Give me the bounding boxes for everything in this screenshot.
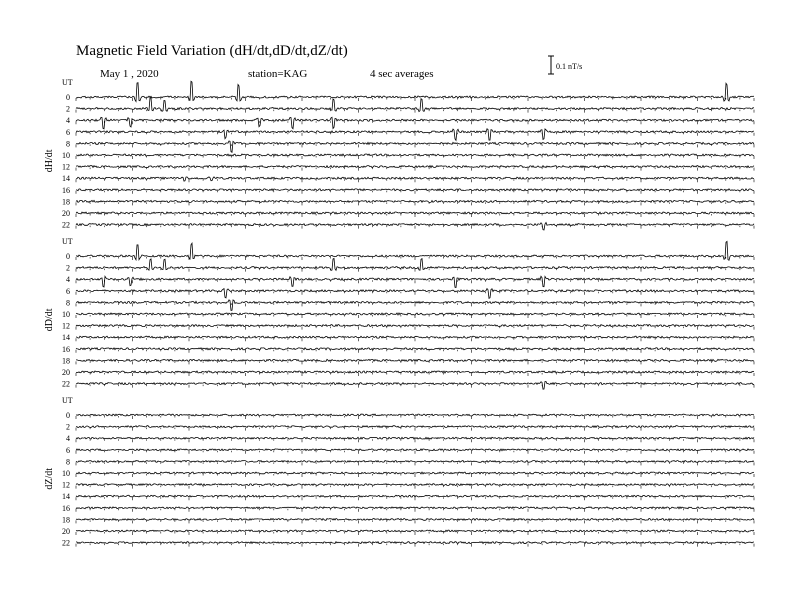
- row-hour-label: 14: [62, 333, 70, 343]
- row-hour-label: 12: [62, 480, 70, 490]
- hour-ticks: [76, 327, 754, 330]
- hour-ticks: [76, 214, 754, 217]
- trace-line: [76, 154, 754, 156]
- trace-line: [76, 325, 754, 327]
- row-hour-label: 22: [62, 538, 70, 548]
- row-hour-label: 4: [66, 116, 70, 126]
- row-hour-label: 2: [66, 422, 70, 432]
- row-hour-label: 18: [62, 515, 70, 525]
- hour-ticks: [76, 98, 754, 101]
- hour-ticks: [76, 257, 754, 260]
- row-hour-label: 18: [62, 197, 70, 207]
- row-hour-label: 10: [62, 310, 70, 319]
- hour-ticks: [76, 350, 754, 353]
- row-hour-label: 20: [62, 209, 70, 218]
- hour-ticks: [76, 121, 754, 124]
- hour-ticks: [76, 168, 754, 171]
- row-hour-label: 10: [62, 151, 70, 160]
- trace-line: [76, 166, 754, 168]
- trace-line: [76, 542, 754, 544]
- row-hour-label: 0: [66, 252, 70, 261]
- trace-line: [76, 212, 754, 214]
- row-hour-label: 20: [62, 527, 70, 536]
- row-hour-label: 6: [66, 127, 70, 137]
- trace-line: [76, 495, 754, 497]
- trace-line: [76, 189, 754, 191]
- hour-ticks: [76, 226, 754, 229]
- hour-ticks: [76, 144, 754, 147]
- scale-label: 0.1 nT/s: [556, 62, 583, 71]
- hour-ticks: [76, 179, 754, 182]
- hour-ticks: [76, 110, 754, 113]
- panels-group: [44, 78, 754, 548]
- row-hour-label: 18: [62, 356, 70, 366]
- y-axis-label: dZ/dt: [44, 467, 55, 490]
- row-hour-label: 14: [62, 174, 70, 184]
- hour-ticks: [76, 544, 754, 547]
- row-hour-label: 22: [62, 379, 70, 389]
- trace-line: [76, 484, 754, 486]
- hour-ticks: [76, 439, 754, 442]
- ut-label: UT: [62, 78, 73, 87]
- ut-label: UT: [62, 396, 73, 405]
- row-hour-label: 8: [66, 457, 70, 467]
- trace-line: [76, 414, 754, 416]
- row-hour-label: 8: [66, 298, 70, 308]
- row-hour-label: 6: [66, 445, 70, 455]
- hour-ticks: [76, 361, 754, 364]
- trace-line: [76, 336, 754, 338]
- y-axis-label: dH/dt: [44, 149, 55, 173]
- hour-ticks: [76, 520, 754, 523]
- station-label: station=KAG: [248, 68, 308, 80]
- hour-ticks: [76, 191, 754, 194]
- row-hour-label: 6: [66, 286, 70, 296]
- hour-ticks: [76, 315, 754, 318]
- scale-bar-icon: [548, 56, 554, 74]
- trace-line: [76, 313, 754, 315]
- hour-ticks: [76, 486, 754, 489]
- hour-ticks: [76, 497, 754, 500]
- trace-line: [76, 371, 754, 373]
- averaging-label: 4 sec averages: [370, 68, 434, 80]
- row-hour-label: 20: [62, 368, 70, 377]
- row-hour-label: 2: [66, 263, 70, 273]
- row-hour-label: 10: [62, 469, 70, 478]
- trace-line: [76, 449, 754, 451]
- row-hour-label: 4: [66, 434, 70, 444]
- hour-ticks: [76, 416, 754, 419]
- trace-line: [76, 426, 754, 428]
- row-hour-label: 22: [62, 220, 70, 230]
- panel-dddt: [44, 237, 754, 389]
- figure-title: Magnetic Field Variation (dH/dt,dD/dt,dZ/dt): [76, 43, 348, 59]
- hour-ticks: [76, 462, 754, 465]
- trace-line: [76, 507, 754, 509]
- date-label: May 1 , 2020: [100, 68, 159, 80]
- row-hour-label: 0: [66, 411, 70, 420]
- row-hour-label: 8: [66, 139, 70, 149]
- panel-dhdt: [44, 78, 754, 230]
- panel-dzdt: [44, 396, 754, 548]
- row-hour-label: 2: [66, 104, 70, 114]
- hour-ticks: [76, 385, 754, 388]
- trace-line: [76, 348, 754, 350]
- row-hour-label: 0: [66, 93, 70, 102]
- row-hour-label: 16: [62, 344, 70, 354]
- hour-ticks: [76, 269, 754, 272]
- hour-ticks: [76, 373, 754, 376]
- hour-ticks: [76, 156, 754, 159]
- trace-line: [76, 200, 754, 202]
- row-hour-label: 12: [62, 162, 70, 172]
- hour-ticks: [76, 338, 754, 341]
- trace-line: [76, 519, 754, 521]
- trace-line: [76, 530, 754, 532]
- trace-line: [76, 359, 754, 361]
- trace-line: [76, 461, 754, 463]
- row-hour-label: 12: [62, 321, 70, 331]
- hour-ticks: [76, 532, 754, 535]
- hour-ticks: [76, 133, 754, 136]
- y-axis-label: dD/dt: [44, 308, 55, 332]
- trace-line: [76, 472, 754, 474]
- hour-ticks: [76, 303, 754, 306]
- hour-ticks: [76, 202, 754, 205]
- trace-line: [76, 437, 754, 439]
- row-hour-label: 14: [62, 492, 70, 502]
- hour-ticks: [76, 474, 754, 477]
- hour-ticks: [76, 428, 754, 431]
- row-hour-label: 16: [62, 503, 70, 513]
- hour-ticks: [76, 292, 754, 295]
- row-hour-label: 16: [62, 185, 70, 195]
- ut-label: UT: [62, 237, 73, 246]
- row-hour-label: 4: [66, 275, 70, 285]
- hour-ticks: [76, 451, 754, 454]
- hour-ticks: [76, 509, 754, 512]
- hour-ticks: [76, 280, 754, 283]
